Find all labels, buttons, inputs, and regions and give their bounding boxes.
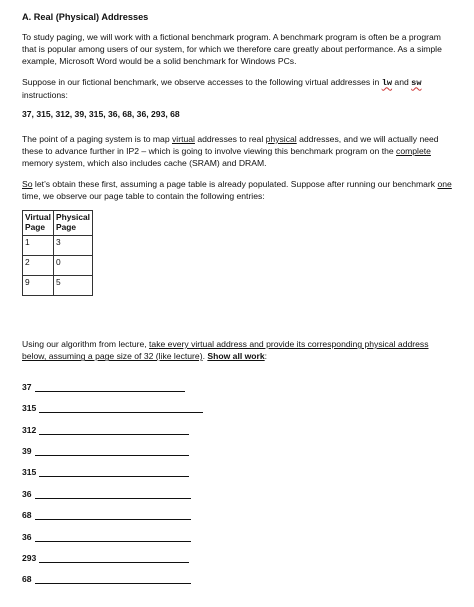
- physical-word: physical: [265, 134, 297, 145]
- answer-blank[interactable]: [39, 553, 189, 563]
- physical-page-cell: 5: [54, 276, 93, 296]
- instructions-paragraph: [22, 338, 454, 362]
- section-title: A. Real (Physical) Addresses: [22, 12, 149, 22]
- table-row: [23, 276, 93, 296]
- answer-label: 315: [22, 467, 37, 478]
- so-word: So: [22, 178, 33, 189]
- show-all-work: Show all work: [207, 351, 265, 362]
- worksheet-page: [22, 12, 454, 584]
- answer-blank[interactable]: [35, 489, 191, 499]
- purpose-paragraph: [22, 133, 454, 170]
- intro-paragraph: To study paging, we will work with a fictional benchmark program. A benchmark program is often be a program that is popular among users of our system, for which we therefore care greatly about performance. As a simple example, Microsoft Word would be a solid benchmark for Windows PCs.: [22, 32, 442, 67]
- lw-instruction: lw: [381, 77, 393, 88]
- virtual-page-cell: 2: [23, 256, 54, 276]
- answer-label: 68: [22, 510, 32, 521]
- answer-row: [22, 370, 454, 391]
- accesses-text-prefix: Suppose in our fictional benchmark, we observe accesses to the following virtual addresses in: [22, 76, 382, 87]
- answer-row: [22, 413, 454, 434]
- virtual-page-header: Virtual Page: [23, 211, 54, 236]
- instructions-underlined: take every virtual address and provide its corresponding physical address below, assuming a page size of 32 (like lecture): [22, 339, 429, 362]
- answer-blank[interactable]: [39, 403, 203, 413]
- instructions-text-a: Using our algorithm from lecture,: [22, 339, 150, 350]
- answer-row: [22, 435, 454, 456]
- virtual-page-cell: 9: [23, 276, 54, 296]
- answer-row: [22, 477, 454, 498]
- setup-paragraph: [22, 178, 454, 202]
- table-row: [23, 236, 93, 256]
- answer-label: 39: [22, 446, 32, 456]
- table-row: [23, 256, 93, 276]
- answer-label: 315: [22, 403, 37, 414]
- answer-row: [22, 520, 454, 541]
- answer-row: [22, 392, 454, 413]
- answer-label: 36: [22, 531, 32, 542]
- physical-page-cell: 3: [54, 236, 93, 256]
- answer-list: [22, 370, 454, 584]
- accesses-and: and: [392, 76, 412, 87]
- setup-text-a: let’s obtain these first, assuming a page table is already populated. Suppose after running our benchmark: [32, 178, 438, 189]
- answer-blank[interactable]: [35, 532, 191, 542]
- purpose-text-b: addresses to real: [194, 134, 266, 145]
- page-table: [22, 210, 93, 296]
- accesses-text-suffix: instructions:: [22, 89, 68, 100]
- purpose-text-c: addresses, and we will actually need these to advance further in IP2 – which is going to involve viewing this benchmark program on the: [22, 134, 439, 157]
- answer-row: [22, 499, 454, 520]
- instructions-text-b: .: [202, 351, 208, 362]
- virtual-word: virtual: [172, 134, 195, 145]
- complete-word: complete: [396, 146, 431, 157]
- purpose-text-d: memory system, which also includes cache (SRAM) and DRAM.: [22, 158, 267, 169]
- answer-blank[interactable]: [35, 510, 191, 520]
- setup-text-b: time, we observe our page table to contain the following entries:: [22, 190, 265, 201]
- answer-label: 37: [22, 381, 32, 392]
- accesses-paragraph: [22, 76, 454, 101]
- sw-instruction: sw: [411, 77, 422, 88]
- physical-page-cell: 0: [54, 256, 93, 276]
- virtual-page-cell: 1: [23, 236, 54, 256]
- answer-row: [22, 563, 454, 584]
- answer-blank[interactable]: [35, 446, 189, 456]
- answer-label: 312: [22, 424, 37, 435]
- answer-row: [22, 456, 454, 477]
- physical-page-header: Physical Page: [54, 211, 93, 236]
- page-table-header: [23, 211, 93, 236]
- answer-blank[interactable]: [35, 382, 185, 392]
- purpose-text-a: The point of a paging system is to map: [22, 134, 172, 145]
- answer-label: 68: [22, 574, 32, 585]
- answer-blank[interactable]: [35, 574, 191, 584]
- answer-row: [22, 542, 454, 563]
- answer-label: 36: [22, 488, 32, 499]
- one-word: one: [437, 178, 452, 189]
- instructions-text-c: :: [264, 351, 268, 362]
- virtual-address-list: 37, 315, 312, 39, 315, 36, 68, 36, 293, 68: [22, 109, 180, 120]
- answer-blank[interactable]: [39, 467, 189, 477]
- answer-blank[interactable]: [39, 425, 189, 435]
- answer-label: 293: [22, 552, 37, 563]
